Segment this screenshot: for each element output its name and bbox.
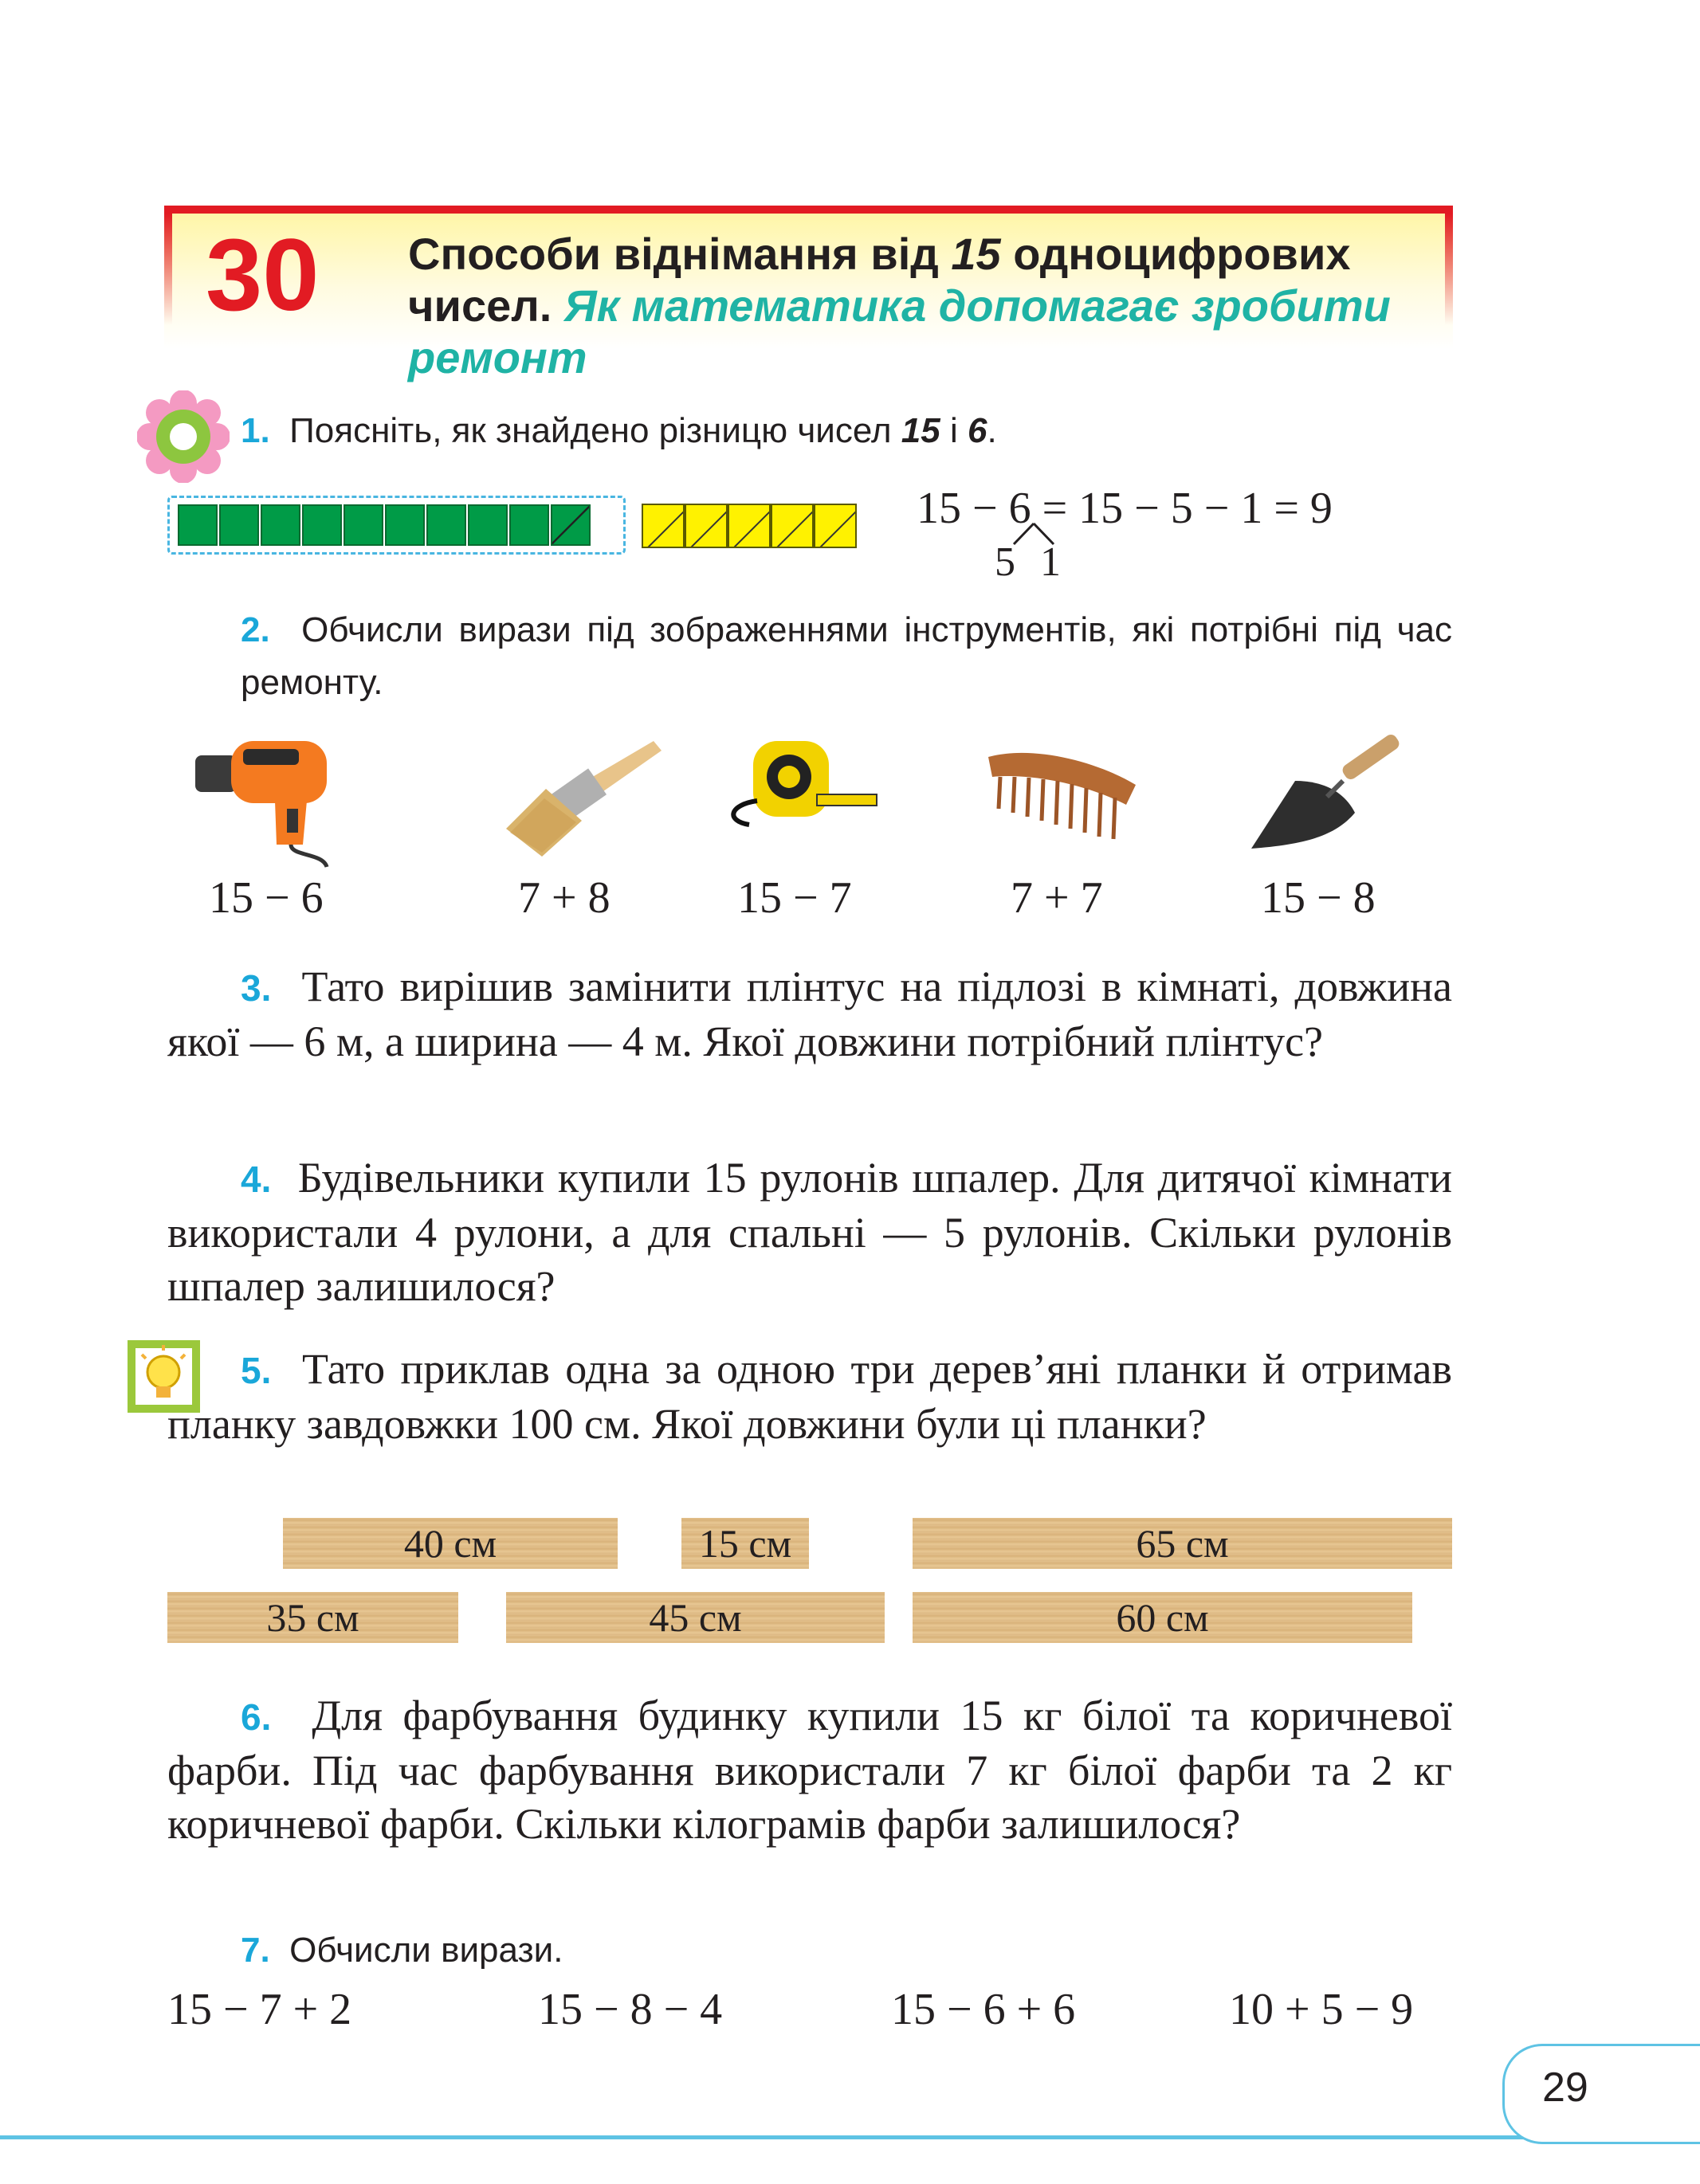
task-3-text: 3. Тато вирішив замінити плінтус на підлозі в кімнаті, довжина якої — 6 м, а ширина — 4 м. Якої довжини потрібний плінтус? xyxy=(167,963,1452,1065)
task-6-text: 6. Для фарбування будинку купили 15 кг білої та коричневої фарби. Під час фарбування використали 7 кг білої фарби та 2 кг коричневої фарби. Скільки кілограмів фарби залишилося? xyxy=(167,1692,1453,1848)
green-cell xyxy=(509,504,549,546)
page-number-tab xyxy=(1502,2044,1700,2144)
green-cell xyxy=(178,504,218,546)
green-cell xyxy=(426,504,466,546)
yellow-cell xyxy=(771,504,814,548)
paint-brush-icon xyxy=(498,733,665,861)
plank-45: 45 см xyxy=(506,1592,885,1643)
green-cell xyxy=(302,504,342,546)
page-number: 29 xyxy=(1542,2064,1588,2111)
bottom-rule xyxy=(0,2135,1700,2139)
green-bar-ten xyxy=(167,496,626,555)
green-cell xyxy=(385,504,425,546)
task-7-text: 7. Обчисли вирази. xyxy=(241,1931,563,1970)
task-1-equation: 15 − 6 = 15 − 5 − 1 = 9 xyxy=(917,484,1333,533)
yellow-cell xyxy=(728,504,771,548)
green-cell xyxy=(344,504,383,546)
green-cell xyxy=(261,504,300,546)
task-7-expr-1: 15 − 7 + 2 xyxy=(167,1985,352,2034)
task-2-text: 2. Обчисли вирази під зображеннями інструментів, які потрібні під час ремонту. xyxy=(241,610,1452,702)
plank-35: 35 см xyxy=(167,1592,458,1643)
green-cell xyxy=(468,504,508,546)
task-1-text: 1. Поясніть, як знайдено різницю чисел 15 і 6. xyxy=(241,411,997,450)
split-numbers: 5 1 xyxy=(995,539,1061,585)
tool-expr-3: 15 − 7 xyxy=(737,873,852,923)
tool-expr-5: 15 − 8 xyxy=(1261,873,1376,923)
tool-expr-1: 15 − 6 xyxy=(209,873,324,923)
task-7-expr-4: 10 + 5 − 9 xyxy=(1229,1985,1414,2034)
plank-40: 40 см xyxy=(283,1518,618,1569)
yellow-cell xyxy=(685,504,728,548)
plank-15: 15 см xyxy=(681,1518,809,1569)
tool-expr-2: 7 + 8 xyxy=(518,873,611,923)
green-cell xyxy=(219,504,259,546)
plank-60: 60 см xyxy=(913,1592,1412,1643)
yellow-bar-five xyxy=(642,504,863,548)
yellow-cell xyxy=(814,504,857,548)
flower-icon xyxy=(137,390,230,483)
lesson-number: 30 xyxy=(206,218,320,332)
task-7-expr-3: 15 − 6 + 6 xyxy=(891,1985,1076,2034)
tape-measure-icon xyxy=(721,737,881,845)
plank-65: 65 см xyxy=(913,1518,1452,1569)
trowel-icon xyxy=(1247,733,1407,853)
task-5-text: 5. Тато приклав одна за одною три дерев’яні планки й отримав планку завдовжки 100 см. Якої довжини були ці планки? xyxy=(167,1345,1452,1448)
green-cell xyxy=(551,504,591,546)
task-4-text: 4. Будівельники купили 15 рулонів шпалер. Для дитячої кімнати використали 4 рулони, а для спальні — 5 рулонів. Скільки рулонів шпалер залишилося? xyxy=(167,1154,1453,1310)
comb-icon xyxy=(984,745,1140,857)
task-7-expr-2: 15 − 8 − 4 xyxy=(538,1985,723,2034)
tool-expr-4: 7 + 7 xyxy=(1011,873,1103,923)
lesson-title: Способи віднімання від 15 одноцифрових чисел. Як математика допомагає зробити ремонт xyxy=(408,229,1391,382)
yellow-cell xyxy=(642,504,685,548)
heat-gun-icon xyxy=(187,725,347,869)
